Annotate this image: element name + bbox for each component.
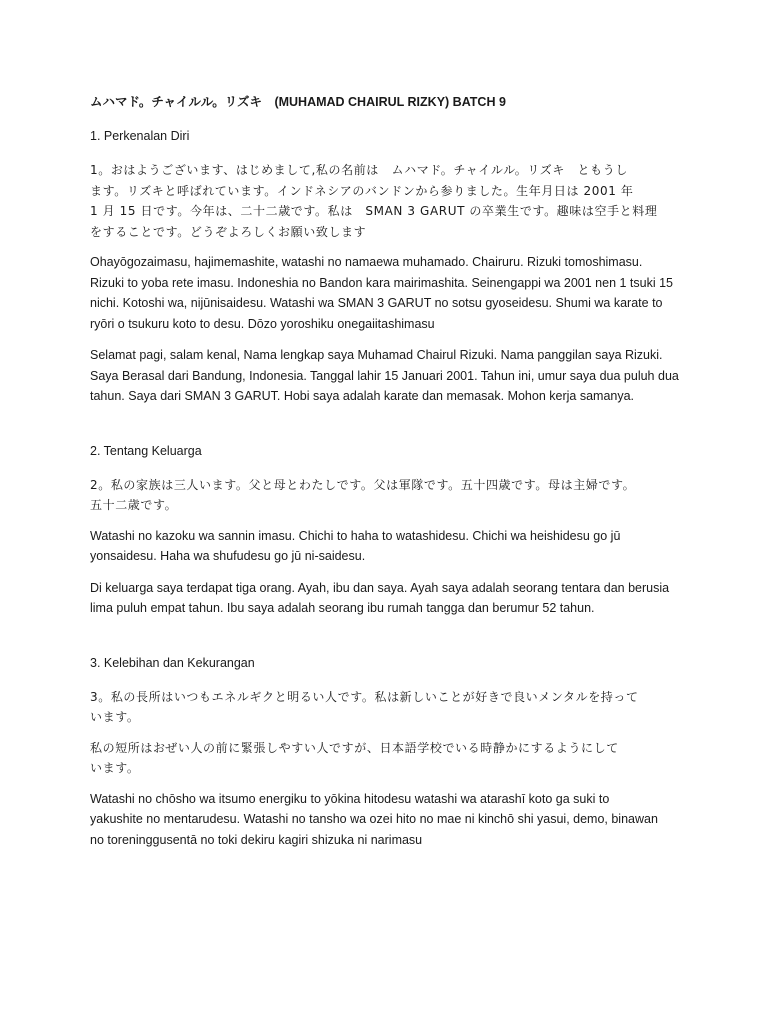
text-line: 五十二歳です。 <box>90 498 178 512</box>
paragraph-japanese-family <box>90 475 690 516</box>
text-line: 2。私の家族は三人います。父と母とわたしです。父は軍隊です。五十四歳です。母は主婦です。 <box>90 477 636 492</box>
paragraph-indonesian-introduction <box>90 345 690 407</box>
paragraph-romaji-strengths-weaknesses <box>90 789 690 851</box>
text-line: ます。リズキと呼ばれています。インドネシアのバンドンから参りました。生年月日は 2001 年 <box>90 183 634 198</box>
text-line: lima puluh empat tahun. Ibu saya adalah seorang ibu rumah tangga dan berumur 52 tahun. <box>90 601 595 615</box>
text-line: います。 <box>90 710 140 724</box>
section-heading-introduction: 1. Perkenalan Diri <box>90 129 190 143</box>
text-line: ryōri o tsukuru koto to desu. Dōzo yoroshiku onegaiitashimasu <box>90 316 435 331</box>
text-line: no toreninggusentā no toki dekiru kagiri shizuka ni narimasu <box>90 832 423 847</box>
text-line: Ohayōgozaimasu, hajimemashite, watashi no namaewa muhamado. Chairuru. Rizuki tomoshimasu. <box>90 255 643 269</box>
document-title: ムハマド。チャイルル。リズキ (MUHAMAD CHAIRUL RIZKY) BATCH 9 <box>90 95 506 109</box>
text-line: をすることです。どうぞよろしくお願い致します <box>90 224 367 239</box>
text-line: Watashi no kazoku wa sannin imasu. Chichi to haha to watashidesu. Chichi wa heishidesu go jū <box>90 528 621 543</box>
text-line: 3。私の長所はいつもエネルギクと明るい人です。私は新しいことが好きで良いメンタルを持って <box>90 689 639 704</box>
paragraph-romaji-family <box>90 526 690 567</box>
text-line: yakushite no mentarudesu. Watashi no tansho wa ozei hito no mae ni kinchō shi yasui, demo, binawan <box>90 812 658 826</box>
document-page <box>90 92 690 861</box>
text-line: Saya Berasal dari Bandung, Indonesia. Tanggal lahir 15 Januari 2001. Tahun ini, umur saya dua puluh dua <box>90 368 679 383</box>
text-line: Watashi no chōsho wa itsumo energiku to yōkina hitodesu watashi wa atarashī koto ga suki to <box>90 791 610 806</box>
section-spacer <box>90 630 690 656</box>
text-line: います。 <box>90 761 140 775</box>
text-line: 1 月 15 日です。今年は、二十二歳です。私は SMAN 3 GARUT の卒業生です。趣味は空手と料理 <box>90 204 658 218</box>
text-line: Selamat pagi, salam kenal, Nama lengkap saya Muhamad Chairul Rizuki. Nama panggilan saya Rizuki. <box>90 348 663 362</box>
text-line: nichi. Kotoshi wa, nijūnisaidesu. Watashi wa SMAN 3 GARUT no sotsu gyoseidesu. Shumi wa karate to <box>90 296 663 310</box>
text-line: tahun. Saya dari SMAN 3 GARUT. Hobi saya adalah karate dan memasak. Mohon kerja samanya. <box>90 389 635 403</box>
paragraph-japanese-introduction <box>90 160 690 242</box>
paragraph-japanese-strengths <box>90 687 690 728</box>
text-line: Di keluarga saya terdapat tiga orang. Ayah, ibu dan saya. Ayah saya adalah seorang tentara dan berusia <box>90 580 670 595</box>
paragraph-indonesian-family <box>90 578 690 619</box>
section-heading-family: 2. Tentang Keluarga <box>90 443 202 458</box>
text-line: 私の短所はおぜい人の前に緊張しやすい人ですが、日本語学校でいる時静かにするようにして <box>90 740 619 755</box>
text-line: 1。おはようございます、はじめまして,私の名前は ムハマド。チャイルル。リズキ ともうし <box>90 163 628 177</box>
paragraph-japanese-weaknesses <box>90 738 690 779</box>
text-line: Rizuki to yoba rete imasu. Indoneshia no Bandon kara mairimashita. Seinengappi wa 2001 nen 1 tsuki 15 <box>90 275 673 290</box>
text-line: yonsaidesu. Haha wa shufudesu go jū ni-saidesu. <box>90 549 366 563</box>
section-spacer <box>90 418 690 444</box>
section-heading-strengths-weaknesses: 3. Kelebihan dan Kekurangan <box>90 655 255 670</box>
paragraph-romaji-introduction <box>90 252 690 334</box>
